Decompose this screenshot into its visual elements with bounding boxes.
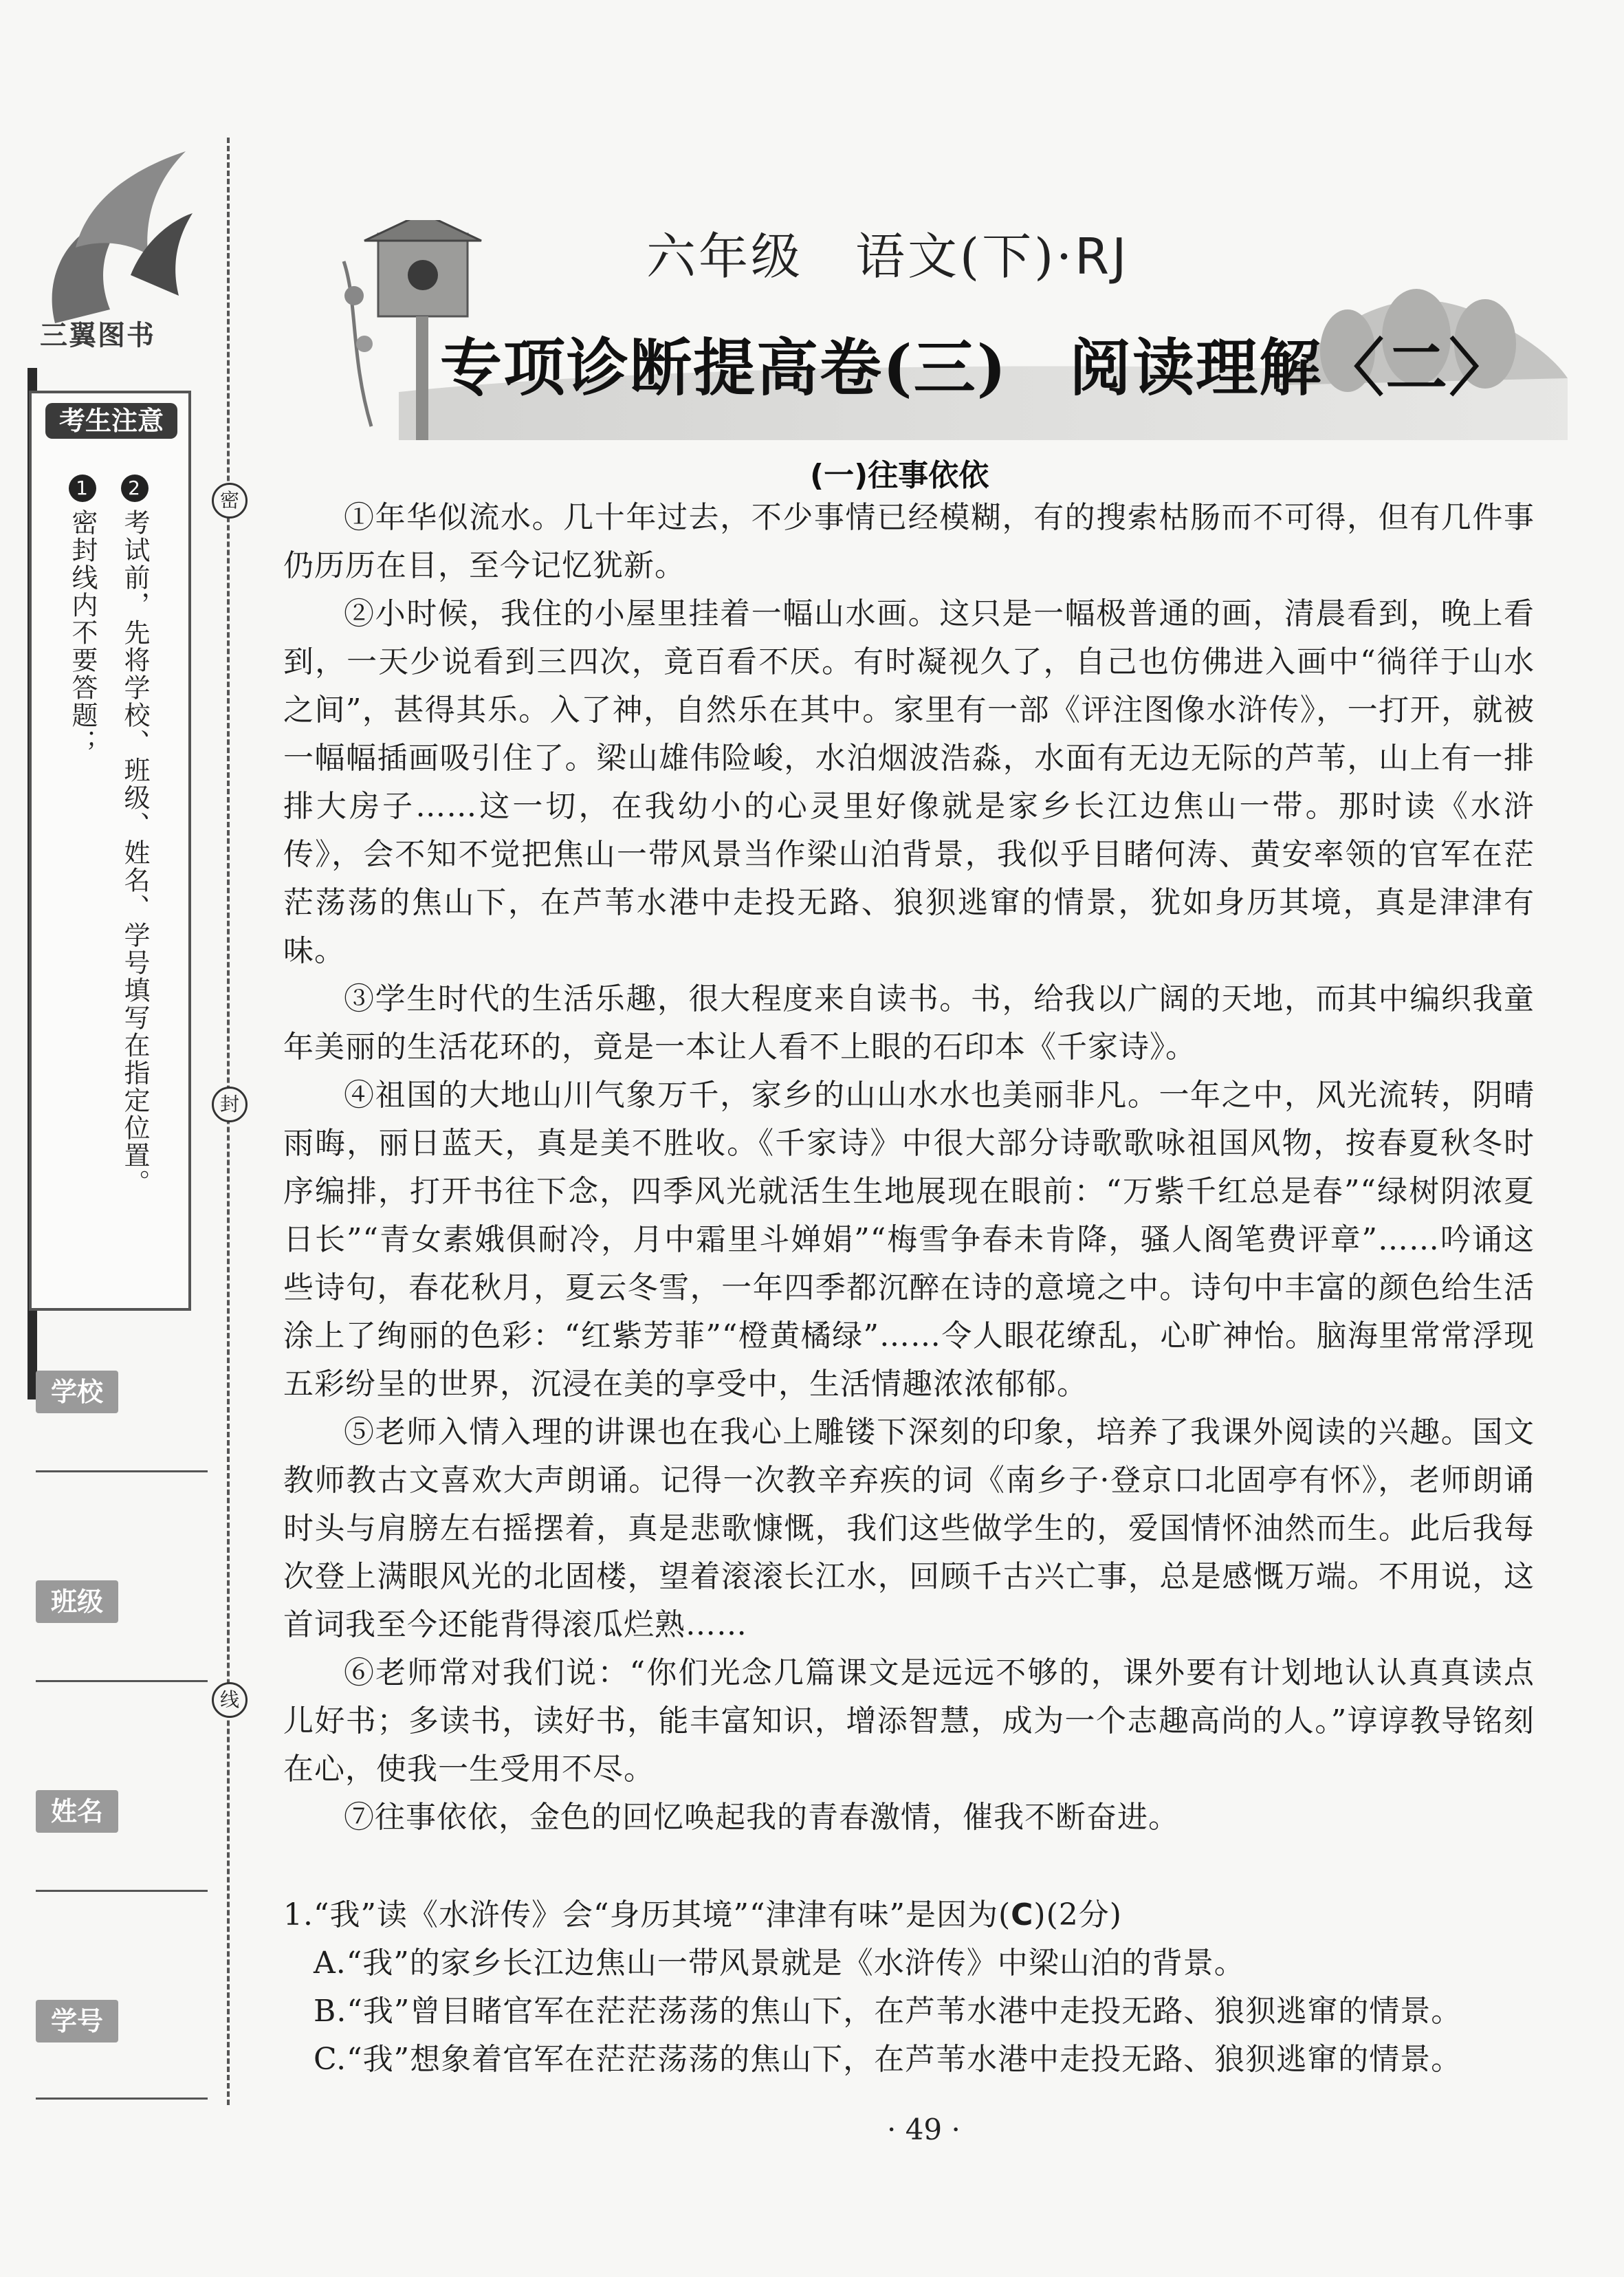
field-line-class[interactable] [36,1680,208,1682]
notice-item-2 [118,475,151,1286]
test-title-part1: 专项诊断提高卷(三) [440,331,1008,404]
answer-choice[interactable]: C [1011,1897,1034,1932]
notice-text-2: 考试前，先将学校、班级、姓名、学号填写在指定位置。 [120,509,150,1197]
option-b[interactable]: B.“我”曾目睹官军在茫茫荡荡的焦山下，在芦苇水港中走投无路、狼狈逃窜的情景。 [314,1994,1462,2029]
notice-text-1: 密封线内不要答题； [67,509,98,756]
passage-body [283,494,1535,1842]
notice-num-1: 1 [69,475,96,502]
grade-text: 六年级 语文(下)· [646,228,1075,285]
seal-mark-xian: 线 [212,1682,248,1718]
notice-num-2: 2 [121,475,149,502]
logo-text: 三翼图书 [40,320,155,351]
field-line-id[interactable] [36,2098,208,2100]
field-label-id: 学号 [36,2000,118,2042]
notice-box [29,391,191,1311]
option-c[interactable]: C.“我”想象着官军在茫茫荡荡的焦山下，在芦苇水港中走投无路、狼狈逃窜的情景。 [314,2042,1462,2077]
question-1 [283,1891,1535,2084]
test-title [440,318,1512,407]
paragraph-7: ⑦往事依依，金色的回忆唤起我的青春激情，催我不断奋进。 [344,1800,1179,1835]
passage-title: (一)往事依依 [810,458,989,493]
field-line-name[interactable] [36,1890,208,1892]
paragraph-3: ③学生时代的生活乐趣，很大程度来自读书。书，给我以广阔的天地，而其中编织我童年美丽的生活花环的，竟是一本让人看不上眼的石印本《千家诗》。 [283,981,1535,1065]
field-label-class: 班级 [36,1580,118,1623]
seal-mark-feng: 封 [212,1087,248,1122]
paragraph-1: ①年华似流水。几十年过去，不少事情已经模糊，有的搜索枯肠而不可得，但有几件事仍历历在目，至今记忆犹新。 [283,500,1535,583]
field-line-school[interactable] [36,1470,208,1472]
field-label-name: 姓名 [36,1790,118,1833]
notice-title: 考生注意 [45,403,177,439]
field-label-school: 学校 [36,1371,118,1413]
paragraph-4: ④祖国的大地山川气象万千，家乡的山山水水也美丽非凡。一年之中，风光流转，阴晴雨晦，丽日蓝天，真是美不胜收。《千家诗》中很大部分诗歌歌咏祖国风物，按春夏秋冬时序编排，打开书往下念，四季风光就活生生地展现在眼前：“万紫千红总是春”“绿树阴浓夏日长”“青女素娥俱耐冷，月中霜里斗婵娟”“梅雪争春未肯降，骚人阁笔费评章”……吟诵这些诗句，春花秋月，夏云冬雪，一年四季都沉醉在诗的意境之中。诗句中丰富的颜色给生活涂上了绚丽的色彩：“红紫芳菲”“橙黄橘绿”……令人眼花缭乱，心旷神怡。脑海里常常浮现五彩纷呈的世界，沉浸在美的享受中，生活情趣浓浓郁郁。 [283,1078,1535,1402]
test-title-part2: 阅读理解〈二〉 [1069,331,1513,404]
seal-mark-mi: 密 [212,483,248,519]
grade-subject-line [646,217,1129,288]
paragraph-6: ⑥老师常对我们说：“你们光念几篇课文是远远不够的，课外要有计划地认认真真读点儿好书；多读书，读好书，能丰富知识，增添智慧，成为一个志趣高尚的人。”谆谆教导铭刻在心，使我一生受用不尽。 [283,1655,1535,1787]
sanyi-logo-icon [28,138,199,344]
option-a[interactable]: A.“我”的家乡长江边焦山一带风景就是《水浒传》中梁山泊的背景。 [314,1946,1245,1981]
question-stem: 1.“我”读《水浒传》会“身历其境”“津津有味”是因为(C)(2分) [283,1897,1122,1932]
paragraph-2: ②小时候，我住的小屋里挂着一幅山水画。这只是一幅极普通的画，清晨看到，晚上看到，一天少说看到三四次，竟百看不厌。有时凝视久了，自己也仿佛进入画中“徜徉于山水之间”，甚得其乐。入了神，自然乐在其中。家里有一部《评注图像水浒传》，一打开，就被一幅幅插画吸引住了。梁山雄伟险峻，水泊烟波浩淼，水面有无边无际的芦苇，山上有一排排大房子……这一切，在我幼小的心灵里好像就是家乡长江边焦山一带。那时读《水浒传》，会不知不觉把焦山一带风景当作梁山泊背景，我似乎目睹何涛、黄安率领的官军在茫茫荡荡的焦山下，在芦苇水港中走投无路、狼狈逃窜的情景，犹如身历其境，真是津津有味。 [283,596,1535,968]
paragraph-5: ⑤老师入情入理的讲课也在我心上雕镂下深刻的印象，培养了我课外阅读的兴趣。国文教师教古文喜欢大声朗诵。记得一次教辛弃疾的词《南乡子·登京口北固亭有怀》，老师朗诵时头与肩膀左右摇摆着，真是悲歌慷慨，我们这些做学生的，爱国情怀油然而生。此后我每次登上满眼风光的北固楼，望着滚滚长江水，回顾千古兴亡事，总是感慨万端。不用说，这首词我至今还能背得滚瓜烂熟…… [283,1415,1535,1642]
notice-item-1 [66,475,99,901]
edition-text: RJ [1075,228,1130,285]
page-number: · 49 · [887,2113,961,2146]
